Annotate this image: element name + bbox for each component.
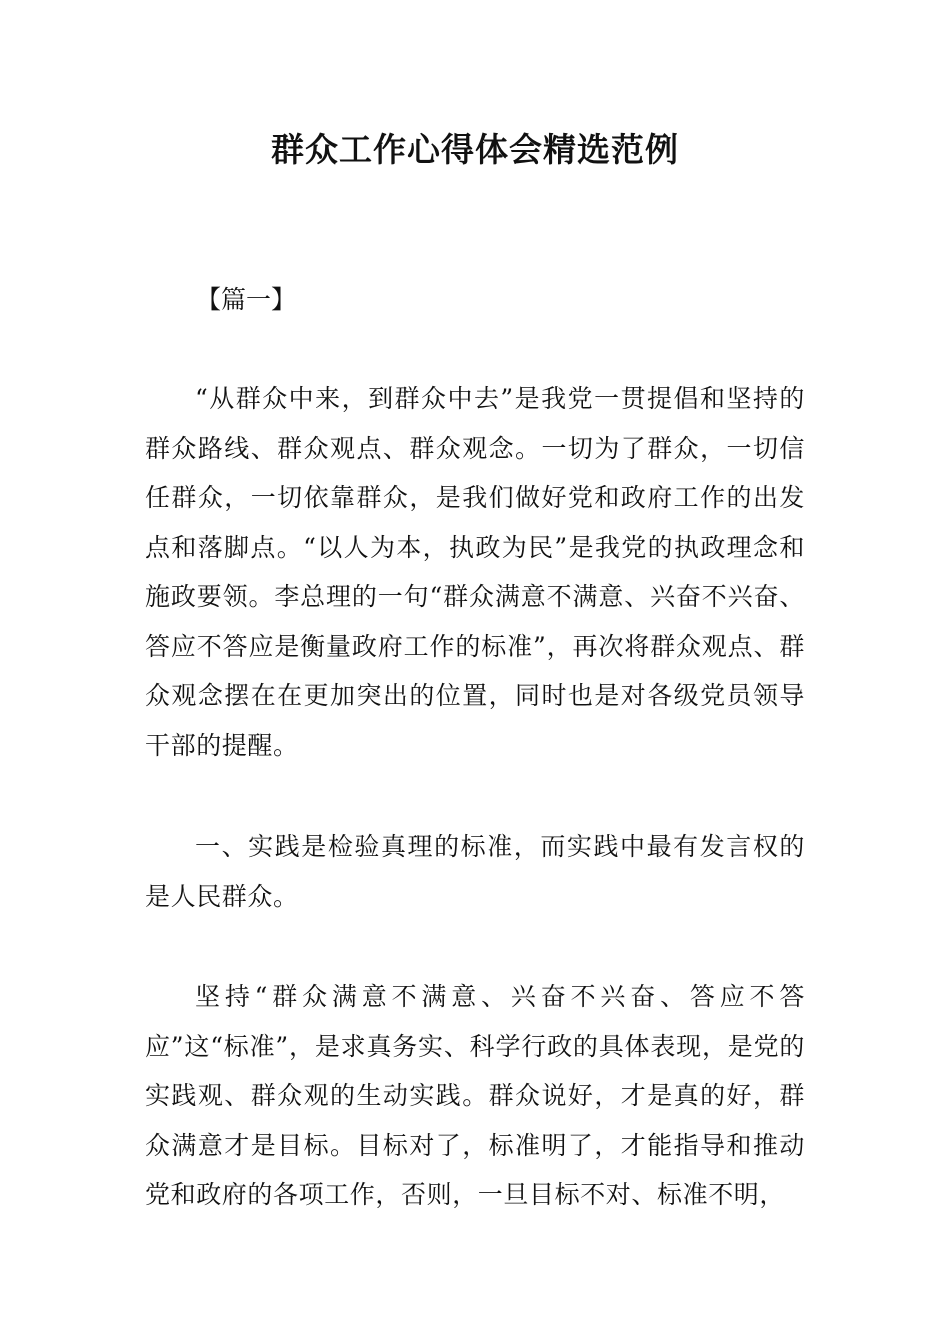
paragraph-1: “从群众中来，到群众中去”是我党一贯提倡和坚持的群众路线、群众观点、群众观念。一切为了群众，一切信任群众，一切依靠群众，是我们做好党和政府工作的出发点和落脚点。“以人为本，执政为民”是我党的执政理念和施政要领。李总理的一句“群众满意不满意、兴奋不兴奋、答应不答应是衡量政府工作的标准”，再次将群众观点、群众观念摆在在更加突出的位置，同时也是对各级党员领导干部的提醒。 [145, 384, 805, 760]
section-label: 【篇一】 [196, 285, 297, 314]
document-title: 群众工作心得体会精选范例 [271, 130, 679, 169]
paragraph-2: 一、实践是检验真理的标准，而实践中最有发言权的是人民群众。 [145, 832, 805, 911]
paragraph-3: 坚持“群众满意不满意、兴奋不兴奋、答应不答应”这“标准”，是求真务实、科学行政的具体表现，是党的实践观、群众观的生动实践。群众说好，才是真的好，群众满意才是目标。目标对了，标准明了，才能指导和推动党和政府的各项工作，否则，一旦目标不对、标准不明， [145, 982, 805, 1209]
